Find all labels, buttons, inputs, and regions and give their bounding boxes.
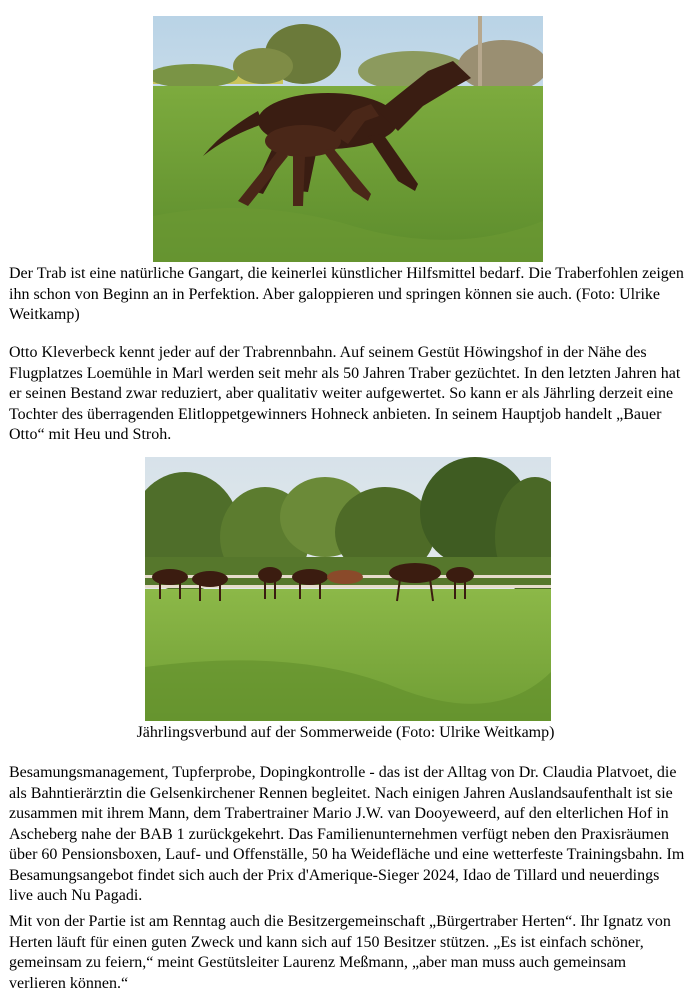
paragraph-buergertraber: Mit von der Partie ist am Renntag auch die Besitzergemeinschaft „Bürgertraber Herten“. Ihr Ignatz von Herten läuft für einen guten Zweck und kann sich auf 150 Besitzer stützen. „Es ist einfach schöner, gemeinsam zu feiern,“ meint Gestütsleiter Laurenz Meßmann, „aber man muss auch gemeinsam verlieren können.“ [9,913,671,992]
photo2-caption: Jährlingsverbund auf der Sommerweide (Foto: Ulrike Weitkamp) [136,724,555,741]
photo-yearlings-pasture [145,457,551,721]
paragraph-kleverbeck: Otto Kleverbeck kennt jeder auf der Trabrennbahn. Auf seinem Gestüt Höwingshof in der Nähe des Flugplatzes Loemühle in Marl werden seit mehr als 50 Jahren Traber gezüchtet. In den letzten Jahren hat er seinen Bestand zwar reduziert, aber qualitativ weiter aufgewertet. So kann er als Jährling derzeit eine Tochter des überragenden Elitloppetgewinners Hohneck anbieten. In seinem Hauptjob handelt „Bauer Otto“ mit Heu und Stroh. [9,344,681,443]
paragraph-platvoet: Besamungsmanagement, Tupferprobe, Dopingkontrolle - das ist der Alltag von Dr. Claudia Platvoet, die als Bahntierärztin die Gelsenkirchener Rennen begleitet. Nach einigen Jahren Auslandsaufenthalt ist sie zusammen mit ihrem Mann, dem Trabertrainer Mario J.W. van Dooyeweerd, auf den elterlichen Hof in Ascheberg nahe der BAB 1 zurückgekehrt. Das Familienunternehmen verfügt neben den Praxisräumen über 60 Pensionsboxen, Lauf- und Offenställe, 50 ha Weidefläche und eine wetterfeste Trainingsbahn. Im Besamungsangebot findet sich auch der Prix d'Amerique-Sieger 2024, Idao de Tillard und neuerdings live auch Nu Pagadi. [9,764,685,904]
photo1-caption: Der Trab ist eine natürliche Gangart, die keinerlei künstlicher Hilfsmittel bedarf. Die Traberfohlen zeigen ihn schon von Beginn an in Perfektion. Aber galoppieren und springen können sie auch. (Foto: Ulrike Weitkamp) [9,265,684,323]
photo-mare-and-foal [153,16,543,262]
